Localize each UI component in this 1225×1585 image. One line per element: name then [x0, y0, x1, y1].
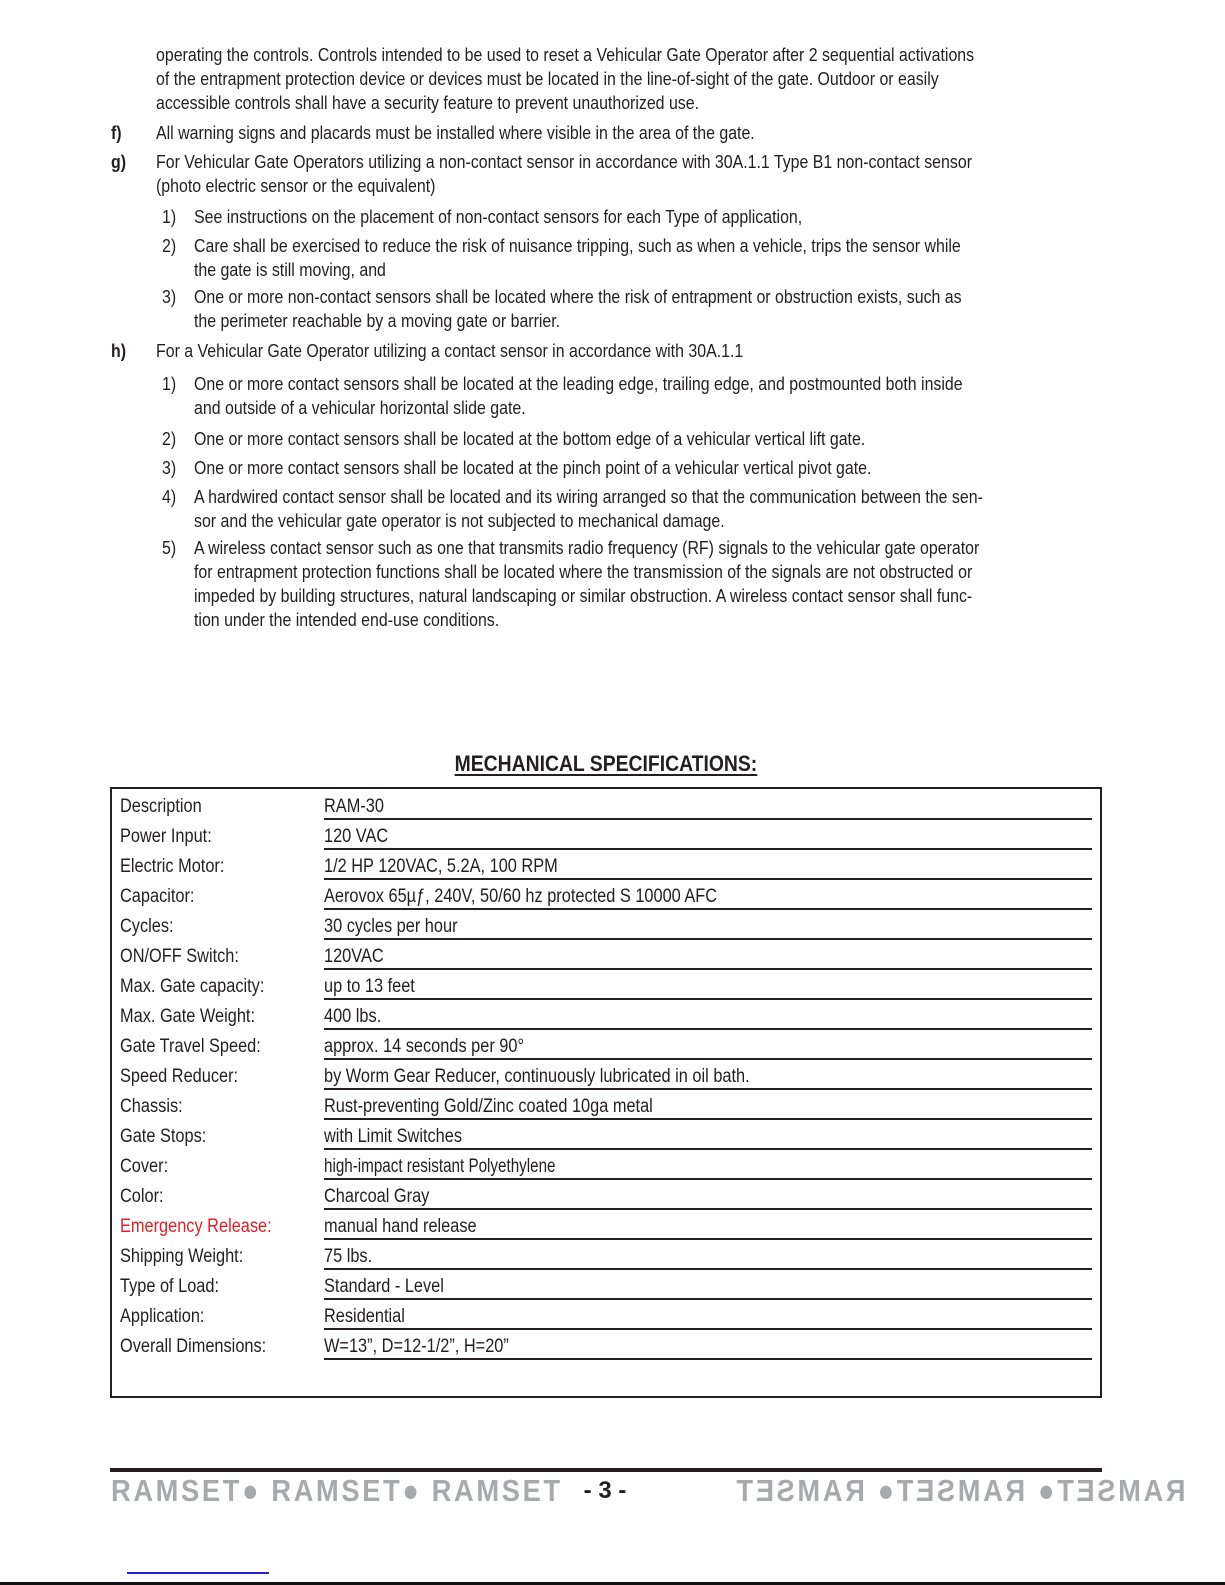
spec-rule	[324, 908, 1092, 910]
spec-key: Overall Dimensions:	[120, 1336, 267, 1357]
spec-rule	[324, 1148, 1092, 1150]
spec-key-highlighted: Emergency Release:	[120, 1216, 272, 1237]
item-label: g)	[111, 151, 127, 172]
sub-item-label: 1)	[162, 206, 177, 227]
spec-row	[112, 1121, 1100, 1151]
sub-item-text: impeded by building structures, natural landscaping or similar obstruction. A wireless contact sensor shall func-	[194, 585, 973, 606]
spec-rule	[324, 848, 1092, 850]
sub-item-text: for entrapment protection functions shall be located where the transmission of the signals are not obstructed or	[194, 561, 973, 582]
sub-item-label: 5)	[162, 537, 177, 558]
sub-item-text: the gate is still moving, and	[194, 259, 386, 280]
sub-item-label: 1)	[162, 373, 177, 394]
item-text: For a Vehicular Gate Operator utilizing a contact sensor in accordance with 30A.1.1	[156, 340, 744, 361]
spec-value: up to 13 feet	[324, 976, 415, 997]
sub-item-g2	[162, 234, 1112, 282]
spec-value: Charcoal Gray	[324, 1186, 430, 1207]
spec-rule	[324, 1328, 1092, 1330]
sub-item-text: sor and the vehicular gate operator is not subjected to mechanical damage.	[194, 510, 725, 531]
item-text: All warning signs and placards must be installed where visible in the area of the gate.	[156, 122, 755, 143]
spec-value: Standard - Level	[324, 1276, 444, 1297]
sub-item-text: One or more contact sensors shall be located at the bottom edge of a vehicular vertical lift gate.	[194, 428, 866, 449]
spec-rule	[324, 938, 1092, 940]
spec-rule	[324, 1238, 1092, 1240]
list-item-g	[111, 150, 1111, 198]
footer-brand-left: RAMSET● RAMSET● RAMSET	[111, 1473, 563, 1508]
spec-key: Description	[120, 796, 202, 817]
sub-item-text: See instructions on the placement of non-contact sensors for each Type of application,	[194, 206, 803, 227]
spec-key: Type of Load:	[120, 1276, 220, 1297]
spec-value: Aerovox 65µƒ, 240V, 50/60 hz protected S 10000 AFC	[324, 886, 718, 907]
list-item-h	[111, 339, 1111, 363]
spec-key: Speed Reducer:	[120, 1066, 239, 1087]
item-text: For Vehicular Gate Operators utilizing a non-contact sensor in accordance with 30A.1.1 Type B1 non-contact sensor	[156, 151, 972, 172]
spec-row	[112, 1001, 1100, 1031]
spec-row	[112, 881, 1100, 911]
spec-key: Power Input:	[120, 826, 212, 847]
spec-row	[112, 1331, 1100, 1361]
sub-item-text: One or more contact sensors shall be located at the leading edge, trailing edge, and postmounted both inside	[194, 373, 963, 394]
sub-item-h5	[162, 536, 1112, 632]
intro-line: operating the controls. Controls intended to be used to reset a Vehicular Gate Operator after 2 sequential activations	[156, 44, 975, 65]
spec-value: 400 lbs.	[324, 1006, 382, 1027]
spec-key: Application:	[120, 1306, 205, 1327]
sub-item-g3	[162, 285, 1112, 333]
spec-value: with Limit Switches	[324, 1126, 463, 1147]
spec-value: by Worm Gear Reducer, continuously lubricated in oil bath.	[324, 1066, 750, 1087]
spec-row	[112, 851, 1100, 881]
spec-key: Max. Gate capacity:	[120, 976, 265, 997]
spec-value: high-impact resistant Polyethylene	[324, 1156, 556, 1177]
spec-rule	[324, 1268, 1092, 1270]
footer-rule	[110, 1468, 1102, 1472]
spec-key: Electric Motor:	[120, 856, 225, 877]
spec-rule	[324, 1358, 1092, 1360]
sub-item-label: 4)	[162, 486, 177, 507]
specs-table	[110, 787, 1102, 1398]
sub-item-label: 3)	[162, 457, 177, 478]
spec-rule	[324, 1208, 1092, 1210]
intro-line: of the entrapment protection device or devices must be located in the line-of-sight of the gate. Outdoor or easily	[156, 68, 939, 89]
spec-key: Gate Travel Speed:	[120, 1036, 261, 1057]
spec-rule	[324, 1028, 1092, 1030]
spec-value: approx. 14 seconds per 90°	[324, 1036, 525, 1057]
sub-item-text: One or more contact sensors shall be located at the pinch point of a vehicular vertical pivot gate.	[194, 457, 872, 478]
sub-item-text: A hardwired contact sensor shall be located and its wiring arranged so that the communication between the sen-	[194, 486, 983, 507]
spec-rule	[324, 1118, 1092, 1120]
spec-key: Capacitor:	[120, 886, 195, 907]
sub-item-text: Care shall be exercised to reduce the risk of nuisance tripping, such as when a vehicle, trips the sensor while	[194, 235, 961, 256]
sub-item-text: and outside of a vehicular horizontal slide gate.	[194, 397, 526, 418]
page-number: - 3 -	[583, 1477, 627, 1504]
spec-key: Shipping Weight:	[120, 1246, 244, 1267]
link-underline[interactable]	[127, 1572, 269, 1574]
sub-item-h1	[162, 372, 1112, 420]
item-text: (photo electric sensor or the equivalent)	[156, 175, 436, 196]
sub-item-label: 2)	[162, 428, 177, 449]
spec-row-emergency	[112, 1211, 1100, 1241]
spec-row	[112, 941, 1100, 971]
spec-value: 30 cycles per hour	[324, 916, 458, 937]
spec-rule	[324, 1088, 1092, 1090]
item-label: h)	[111, 340, 127, 361]
spec-rule	[324, 968, 1092, 970]
spec-row	[112, 1301, 1100, 1331]
specs-title: MECHANICAL SPECIFICATIONS:	[454, 751, 758, 776]
spec-rule	[324, 1178, 1092, 1180]
spec-row	[112, 1061, 1100, 1091]
list-item-f	[111, 121, 1111, 145]
spec-row	[112, 821, 1100, 851]
spec-key: Chassis:	[120, 1096, 183, 1117]
sub-item-text: tion under the intended end-use conditions.	[194, 609, 500, 630]
sub-item-text: the perimeter reachable by a moving gate or barrier.	[194, 310, 561, 331]
sub-item-label: 2)	[162, 235, 177, 256]
spec-key: Color:	[120, 1186, 164, 1207]
footer-brand-right-mirrored: RAMSET● RAMSET● RAMSET	[733, 1473, 1186, 1508]
spec-key: Cycles:	[120, 916, 174, 937]
spec-value: 75 lbs.	[324, 1246, 373, 1267]
spec-row	[112, 791, 1100, 821]
spec-row	[112, 1241, 1100, 1271]
spec-value: Residential	[324, 1306, 405, 1327]
sub-item-label: 3)	[162, 286, 177, 307]
sub-item-h4	[162, 485, 1112, 533]
item-label: f)	[111, 122, 122, 143]
spec-value: W=13”, D=12-1/2”, H=20”	[324, 1336, 509, 1357]
spec-row	[112, 911, 1100, 941]
intro-line: accessible controls shall have a security feature to prevent unauthorized use.	[156, 92, 700, 113]
spec-row	[112, 971, 1100, 1001]
spec-row	[112, 1181, 1100, 1211]
spec-row	[112, 1091, 1100, 1121]
sub-item-g1	[162, 205, 1112, 229]
spec-row	[112, 1271, 1100, 1301]
sub-item-h3	[162, 456, 1112, 480]
spec-value: 1/2 HP 120VAC, 5.2A, 100 RPM	[324, 856, 558, 877]
spec-row	[112, 1031, 1100, 1061]
spec-value: Rust-preventing Gold/Zinc coated 10ga metal	[324, 1096, 653, 1117]
spec-rule	[324, 1058, 1092, 1060]
spec-rule	[324, 818, 1092, 820]
spec-key: ON/OFF Switch:	[120, 946, 239, 967]
spec-row	[112, 1151, 1100, 1181]
spec-key: Cover:	[120, 1156, 169, 1177]
spec-value: 120VAC	[324, 946, 384, 967]
spec-key: Gate Stops:	[120, 1126, 207, 1147]
spec-value: 120 VAC	[324, 826, 389, 847]
spec-rule	[324, 878, 1092, 880]
spec-value: manual hand release	[324, 1216, 477, 1237]
spec-rule	[324, 1298, 1092, 1300]
spec-value: RAM-30	[324, 796, 384, 817]
sub-item-text: A wireless contact sensor such as one that transmits radio frequency (RF) signals to the vehicular gate operator	[194, 537, 980, 558]
sub-item-h2	[162, 427, 1112, 451]
spec-rule	[324, 998, 1092, 1000]
sub-item-text: One or more non-contact sensors shall be located where the risk of entrapment or obstruction exists, such as	[194, 286, 962, 307]
spec-key: Max. Gate Weight:	[120, 1006, 256, 1027]
